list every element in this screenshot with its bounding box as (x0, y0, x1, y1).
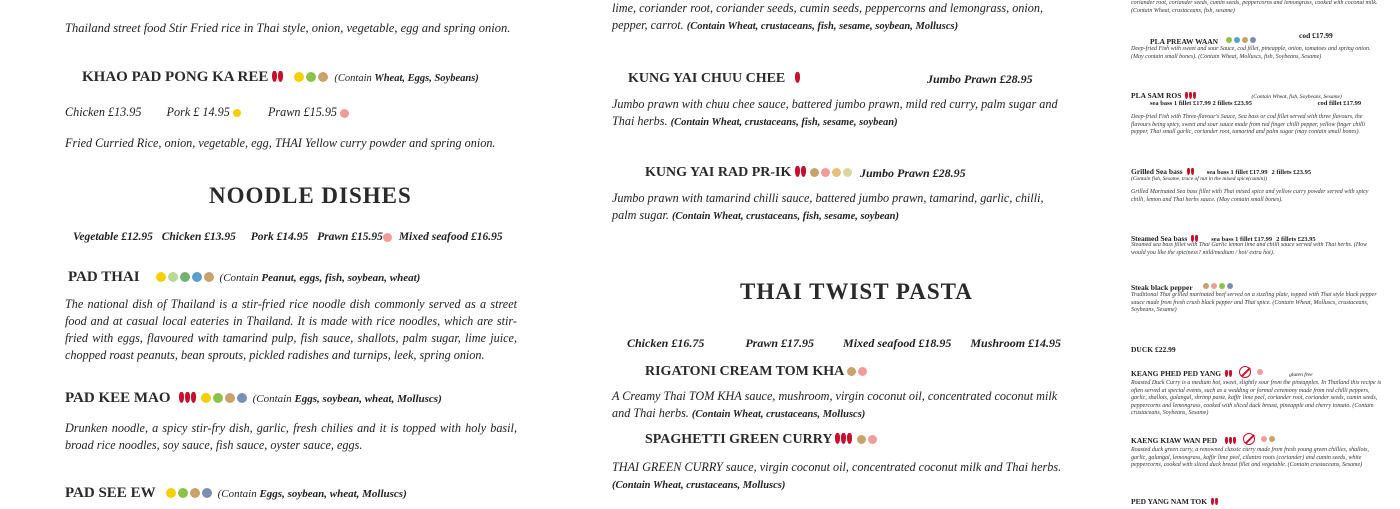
rigatoni-desc (612, 388, 1062, 423)
top-desc-text: lime, coriander root, coriander seeds, cumin seeds, peppercorns and lemongrass, onion, pepper, carrot. (612, 1, 1044, 32)
pad-kee-mao-allergens: Eggs, soybean, wheat, Molluscs) (294, 393, 442, 405)
price-chicken: Chicken £16.75 (627, 336, 705, 350)
keang-desc: Roasted Duck Curry is a medium hot, sweet, slightly sour from the pineapples. In Thailand this recipe is often served at special events, such as a wedding or formal ceremony made from red chilli peppers, garlic, shallots, galangal, shrimp paste, kaffir lime peel, coriander root, coriander seeds, cumin seeds, peppercorns and lemongrass, cooked with sliced duck breast, pineapple and cherry tomato. (Contain crustaceans, Soybeans, Sesame) (1131, 380, 1382, 416)
chili-icon (795, 72, 800, 83)
no-gluten-icon (1239, 366, 1251, 378)
keang-header (1131, 363, 1313, 381)
rigatoni-title-text: RIGATONI CREAM TOM KHA (645, 364, 844, 379)
egg-icon (233, 109, 241, 117)
allergen-icons (847, 364, 869, 379)
steamed-desc: Steamed sea bass fillet with Thai Garlic lemon lime and chilli sauce served with Thai herbs. (How would you like the spiciness? mild/medium / hot/ extra hot). (1131, 242, 1368, 256)
price-sea-bass: sea bass 1 fillet £17.99 (1206, 169, 1268, 176)
top-text: milk. (Contain Wheat, crustaceans, fish, sesame) (1131, 0, 1378, 14)
chili-icon (179, 389, 197, 406)
allergen-icons (201, 389, 253, 406)
desc-text: Jumbo prawn with chuu chee sauce, battered jumbo prawn, mild red curry, palm sugar and Thai herbs. (612, 97, 1058, 128)
kung-yai-rad-desc (612, 190, 1062, 225)
price-sea-bass: sea bass 1 fillet £17.99 (1211, 236, 1273, 243)
khao-pad-header (82, 68, 479, 86)
no-gluten-icon (1243, 433, 1255, 445)
preaw-waan-price: cod £17.99 (1299, 31, 1333, 40)
price-sea-bass: sea bass 1 fillet £17.99 (1150, 100, 1211, 107)
khao-pad-title: KHAO PAD PONG KA REE (82, 69, 269, 85)
price-cod: cod fillet £17.99 (1317, 100, 1362, 107)
kung-yai-rad-title (645, 165, 854, 181)
kung-yai-rad-price: Jumbo Prawn £28.95 (860, 166, 966, 180)
contain-prefix: (Contain (334, 73, 375, 84)
kung-yai-rad-title-text: KUNG YAI RAD PR-IK (645, 165, 792, 180)
preaw-waan-title: PLA PREAW WAAN (1150, 37, 1219, 46)
pad-kee-mao-title: PAD KEE MAO (65, 390, 171, 406)
top-allergen: (Contain Wheat, crustaceans, fish, sesame, soybean, Molluscs) (686, 21, 959, 32)
desc-text: Jumbo prawn with tamarind chilli sauce, battered jumbo prawn, tamarind, garlic, chilli, palm sugar. (612, 191, 1044, 222)
pasta-prices (627, 336, 1061, 351)
price-mixed-seafood: Mixed seafood £18.95 (843, 336, 952, 350)
khao-pad-prices (65, 104, 351, 121)
pad-kee-mao-header (65, 389, 442, 407)
top-prev-text: coriander root, coriander seeds, cumin seeds, peppercorns and lemongrass, cooked with coconut (1131, 0, 1365, 6)
pad-thai-desc: The national dish of Thailand is a stir-fried rice noodle dish commonly served as a street food and at casual local eateries in Thailand. It is made with rice noodles, which are stir-fried with eggs, flavoured with tamarind pulp, fish sauce, shallots, palm sugar, lime juice, chopped roast peanuts, bean sprouts, pickled radishes and turnips, leek, spring onion. (65, 297, 517, 362)
shrimp-icon (340, 109, 349, 118)
kaeng-desc: Roasted duck green curry, a renowned classic curry made from fresh young green chillies, shallots, garlic, galangal, lemongrass, kaffir lime peel, cilantro roots (coriander) and cumin seeds, white peppercorns, cooked with sliced duck breast fillet and vegetable. (Contain crustaceans, Sesame) (1131, 447, 1370, 468)
pad-thai-header (68, 268, 420, 286)
kung-yai-chuu-desc (612, 96, 1062, 131)
spaghetti-desc (612, 459, 1064, 494)
shrimp-icon (1257, 369, 1263, 375)
contain-prefix: (Contain (219, 272, 262, 284)
allergen-text: (Contain Wheat, crustaceans, fish, sesame, soybean) (670, 117, 898, 128)
kaeng-header (1131, 430, 1277, 448)
keang-title: KEANG PHED PED YANG (1131, 369, 1222, 378)
khao-pad-desc: Fried Curried Rice, onion, vegetable, egg, THAI Yellow curry powder and spring onion. (65, 136, 496, 150)
steak-title: Steak black pepper (1131, 283, 1193, 292)
preaw-waan-desc: Deep-fried Fish with sweet and sour Sauce, cod fillet, pineapple, onion, tomatoes and spring onion. (May contain small bones). (Contain Wheat, Molluscs, fish, Soybeans, Sesame) (1131, 46, 1371, 60)
sam-ros-prices (1150, 100, 1361, 107)
grilled-desc: Grilled Marinated Sea bass fillet with Thai mixed spice and yellow curry powder served with spicy chilli, lemon and Thai herbs sauce. (May contain small bones). (1131, 189, 1369, 203)
kaeng-title: KAENG KIAW WAN PED (1131, 436, 1218, 445)
spaghetti-title-text: SPAGHETTI GREEN CURRY (645, 432, 832, 447)
price-mixed-seafood: Mixed seafood £16.95 (398, 231, 503, 243)
pad-see-ew-header (65, 484, 407, 502)
col2-top-desc (612, 0, 1052, 35)
allergen-icons (156, 268, 220, 285)
contain-prefix: (Contain (252, 393, 295, 405)
price-mushroom: Mushroom £14.95 (970, 336, 1062, 350)
noodle-prices (73, 231, 503, 243)
steak-desc: Traditional Thai grilled marinated beef served on a sizzling plate, topped with Thai style black pepper sauce made from fresh crush black pepper and Thai spice. (Contain Wheat, Molluscs, crustaceans, Soybeans, Sesame) (1131, 292, 1377, 313)
grilled-note: (Contain fish, Sesame, trace of nut in the mixed spice(cumin)) (1131, 176, 1268, 182)
last-header (1131, 491, 1219, 509)
contain-prefix: (Contain (217, 488, 260, 500)
col3-top (1131, 0, 1383, 15)
allergen-icons (810, 165, 854, 180)
price-2-fillets: 2 fillets £23.95 (1212, 100, 1253, 107)
desc-text: THAI GREEN CURRY sauce, virgin coconut oil, concentrated coconut milk and Thai herbs. (612, 460, 1062, 474)
allergen-icons (294, 68, 334, 85)
chili-icon (1225, 363, 1233, 380)
price-chicken: Chicken £13.95 (65, 105, 142, 119)
duck-title: DUCK £22.99 (1131, 345, 1176, 354)
shrimp-icon (1261, 436, 1267, 442)
pad-kee-mao-desc: Drunken noodle, a spicy stir-fry dish, garlic, fresh chilies and it is topped with holy basil, broad rice noodles, soy sauce, fish sauce, oyster sauce, eggs. (65, 421, 517, 452)
sesame-icon (1269, 436, 1275, 442)
price-pork: Pork £14.95 (250, 231, 309, 243)
price-vegetable: Vegetable £12.95 (73, 231, 153, 243)
price-chicken: Chicken £13.95 (161, 231, 236, 243)
chili-icon (1225, 430, 1237, 447)
sam-ros-allergen: (Contain Wheat, fish, Soybeans, Sesame) (1251, 94, 1342, 100)
keang-note: gluten free (1289, 372, 1313, 378)
noodle-heading: NOODLE DISHES (209, 183, 412, 208)
steamed-title: Steamed Sea bass (1131, 234, 1188, 243)
pad-see-ew-allergens: Eggs, soybean, wheat, Molluscs) (259, 488, 407, 500)
rigatoni-title (645, 364, 869, 380)
allergen-icons (857, 432, 879, 447)
grilled-title: Grilled Sea bass (1131, 167, 1183, 176)
chili-icon (272, 68, 284, 85)
chili-icon (835, 432, 853, 447)
pasta-heading: THAI TWIST PASTA (740, 279, 973, 304)
allergen-text: (Contain Wheat, crustaceans, Molluscs) (691, 409, 866, 420)
pad-see-ew-title: PAD SEE EW (65, 485, 156, 501)
price-prawn: Prawn £15.95 (267, 105, 338, 119)
kung-yai-chuu-price: Jumbo Prawn £28.95 (927, 72, 1033, 86)
khao-pad-allergens: Wheat, Eggs, Soybeans) (374, 73, 479, 84)
kung-yai-chuu-title (628, 71, 801, 87)
desc-text: A Creamy Thai TOM KHA sauce, mushroom, virgin coconut oil, concentrated coconut milk and Thai herbs. (612, 389, 1058, 420)
price-prawn: Prawn £17.95 (745, 336, 815, 350)
price-prawn: Prawn £15.95 (317, 231, 383, 243)
last-title: PED YANG NAM TOK (1131, 497, 1208, 506)
kung-yai-chuu-title-text: KUNG YAI CHUU CHEE (628, 71, 786, 86)
shrimp-icon (383, 233, 392, 242)
intro-line: Thailand street food Stir Fried rice in Thai style, onion, vegetable, egg and spring onion. (65, 21, 511, 35)
allergen-text: (Contain Wheat, crustaceans, fish, sesame, soybean) (671, 211, 899, 222)
sam-ros-desc: Deep-fried Fish with Three-flavour's Sauce, Sea bass or cod fillet served with three flavours, the flavours being spicy, sweet and sour sauce made from red finger chilli pepper, yellow finger chilli pepper, Thai small garlic, coriander root, tamarind and palm sugar (may contain small bones). (1131, 114, 1366, 135)
pad-thai-allergens: Peanut, eggs, fish, soybean, wheat) (261, 272, 421, 284)
sam-ros-title: PLA SAM ROS (1131, 91, 1182, 100)
pad-thai-title: PAD THAI (68, 269, 140, 285)
allergen-icons (166, 484, 218, 501)
price-pork: Pork £ 14.95 (166, 105, 230, 119)
allergen-text: (Contain Wheat, crustaceans, Molluscs) (612, 480, 786, 491)
price-2-fillets: 2 fillets £23.95 (1271, 169, 1312, 176)
spaghetti-title (645, 432, 879, 448)
price-2-fillets: 2 fillets £23.95 (1276, 236, 1316, 243)
chili-icon (795, 165, 807, 180)
